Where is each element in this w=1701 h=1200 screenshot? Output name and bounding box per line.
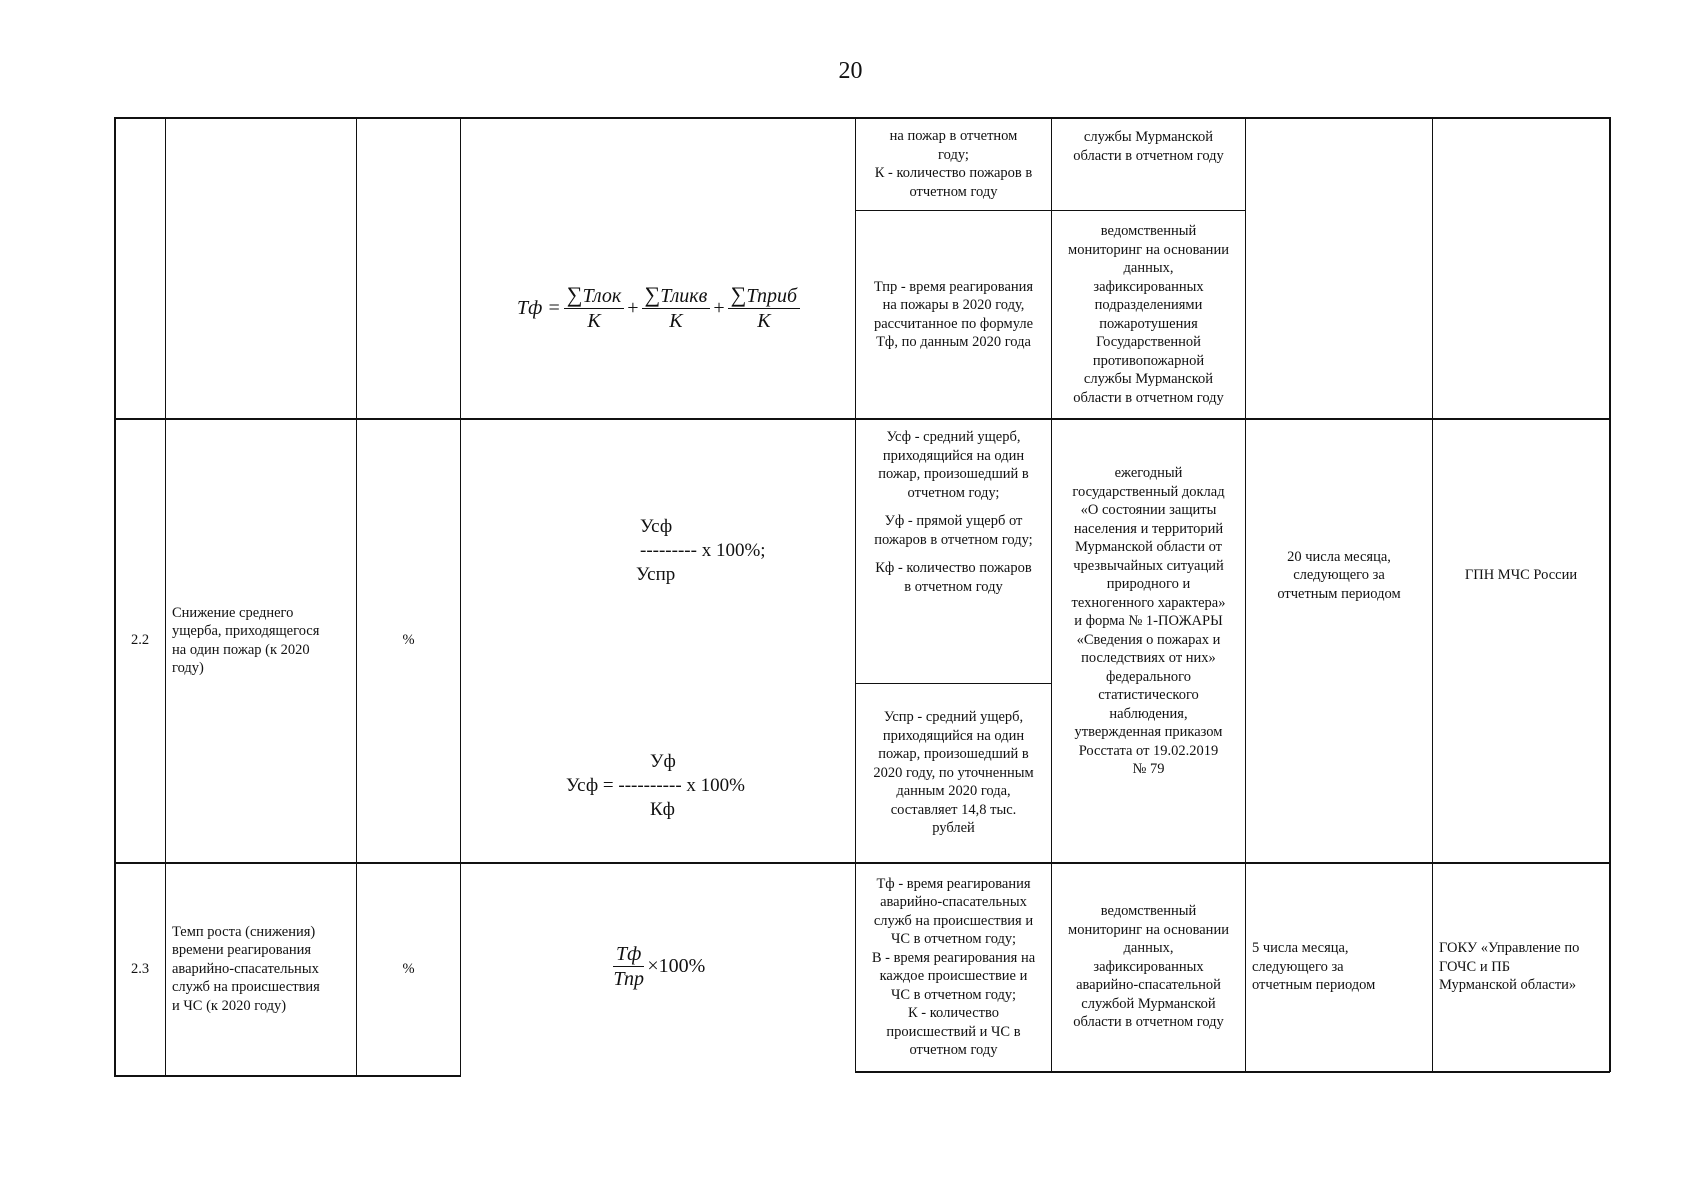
deadline-2-2	[1246, 419, 1432, 862]
method-cell-prev-b	[856, 211, 1051, 418]
text-line: ведомственный	[1100, 903, 1197, 920]
text-line: пожаротушения	[1099, 315, 1198, 332]
text-line: зафиксированных	[1093, 278, 1204, 295]
text-line: пожаров в отчетном году;	[874, 531, 1033, 548]
formula-usf-ratio	[600, 515, 780, 587]
fraction-denominator: К	[587, 310, 601, 332]
sum-symbol: ∑	[644, 282, 661, 307]
fraction-denominator: К	[669, 310, 683, 332]
unit-2-3: %	[402, 960, 415, 977]
source-cell-prev-b	[1052, 211, 1245, 418]
grid-line	[460, 117, 461, 1076]
text-line: ведомственный	[1100, 223, 1197, 239]
text-line: происшествий и ЧС в	[886, 1023, 1021, 1040]
text-line: следующего за	[1252, 958, 1344, 975]
text-line: на один пожар (к 2020	[172, 641, 310, 658]
formula-fraction	[728, 284, 800, 332]
text-line: мониторинг на основании	[1068, 921, 1229, 938]
formula-tail: ×100%	[647, 955, 706, 977]
text-line: приходящийся на один	[882, 727, 1025, 744]
text-line: Тф, по данным 2020 года	[876, 334, 1031, 350]
method-cell-2-3	[856, 863, 1051, 1071]
text-line: времени реагирования	[172, 942, 312, 959]
sum-symbol: ∑	[566, 282, 583, 307]
text-line: ущерба, приходящегося	[172, 623, 320, 639]
text-line: зафиксированных	[1093, 958, 1204, 975]
text-line: «Сведения о пожарах и	[1076, 631, 1221, 648]
text-line: Уф - прямой ущерб от	[884, 513, 1023, 529]
text-line: данных,	[1123, 940, 1174, 957]
method-cell-prev-a	[856, 118, 1051, 210]
text-line: аварийно-спасательных	[172, 960, 319, 977]
fraction-numerator: Тприб	[746, 285, 798, 307]
text-line: и ЧС (к 2020 году)	[172, 997, 287, 1014]
text-line: рублей	[932, 820, 975, 837]
text-line: данных,	[1123, 260, 1174, 276]
fraction-denominator: К	[757, 310, 771, 332]
row-number-2-3: 2.3	[130, 960, 150, 977]
text-line: службы Мурманской	[1083, 371, 1214, 387]
text-line: отчетном году;	[907, 484, 1000, 501]
text-line: служб на происшествия	[172, 979, 320, 996]
formula-tf	[470, 284, 850, 332]
formula-usf	[566, 750, 796, 822]
text-line: отчетным периодом	[1277, 585, 1401, 602]
text-line: ГПН МЧС России	[1464, 567, 1578, 584]
text-line: на пожары в 2020 году,	[882, 297, 1025, 313]
text-line: данным 2020 года,	[896, 783, 1011, 800]
formula-fraction	[613, 943, 644, 990]
text-line: чрезвычайных ситуаций	[1073, 557, 1224, 574]
text-line: федерального	[1106, 668, 1191, 685]
text-line: государственный доклад	[1072, 483, 1225, 500]
text-line: ежегодный	[1114, 465, 1183, 482]
formula-fraction	[642, 284, 711, 332]
text-line: году;	[938, 146, 969, 163]
text-line: ГОЧС и ПБ	[1439, 958, 1511, 975]
text-line: последствиях от них»	[1081, 650, 1216, 667]
text-line: № 79	[1132, 761, 1165, 778]
text-line: техногенного характера»	[1071, 594, 1226, 611]
text-line: отчетном году	[909, 183, 998, 200]
formula-fraction	[564, 284, 624, 332]
plus-sign: +	[713, 296, 725, 319]
text-line: К - количество пожаров в	[874, 165, 1033, 181]
fraction-numerator: Тф	[613, 943, 644, 967]
text-line: области в отчетном году	[1073, 389, 1224, 406]
text-line: ЧС в отчетном году;	[890, 986, 1017, 1003]
fraction-numerator: Уф	[650, 751, 676, 772]
source-cell-prev-a	[1052, 118, 1245, 210]
grid-line	[855, 1071, 1610, 1073]
text-line: Росстата от 19.02.2019	[1078, 742, 1219, 759]
text-line: пожар, произошедший в	[878, 746, 1029, 763]
formula-lhs: Тф =	[516, 296, 561, 319]
indicator-name-2-2	[166, 419, 356, 862]
indicator-name-2-3	[166, 863, 356, 1075]
responsible-2-2	[1433, 419, 1609, 862]
deadline-2-3	[1246, 863, 1432, 1071]
text-line: 20 числа месяца,	[1287, 548, 1391, 565]
fraction-denominator: Успр	[636, 564, 676, 585]
text-line: Тф - время реагирования	[876, 875, 1031, 892]
method-cell-2-2-b	[856, 684, 1051, 862]
text-line: рассчитанное по формуле	[873, 315, 1034, 332]
fraction-numerator: Тлок	[582, 285, 622, 307]
text-line: службы Мурманской	[1083, 129, 1214, 145]
page-number: 20	[838, 58, 863, 84]
text-line: подразделениями	[1094, 297, 1203, 313]
text-line: Мурманской области от	[1075, 539, 1222, 556]
fraction-bar: --------- х 100%;	[640, 540, 766, 561]
source-cell-2-2	[1052, 419, 1245, 862]
sum-symbol: ∑	[730, 282, 747, 307]
fraction-denominator: Кф	[650, 799, 675, 820]
text-line: в отчетном году	[904, 578, 1003, 595]
grid-line	[1609, 117, 1611, 1072]
text-line: аварийно-спасательных	[880, 894, 1027, 910]
plus-sign: +	[627, 296, 639, 319]
formula-lhs: Усф =	[566, 775, 614, 796]
text-line: году)	[172, 660, 204, 676]
text-line: служб на происшествия и	[873, 912, 1034, 929]
text-line: статистического	[1098, 687, 1199, 704]
text-line: области в отчетном году	[1073, 147, 1224, 164]
text-line: аварийно-спасательной	[1076, 977, 1221, 994]
fraction-numerator: Усф	[640, 516, 673, 537]
unit-2-2: %	[402, 632, 415, 649]
method-cell-2-2-a	[856, 419, 1051, 683]
text-line: на пожар в отчетном	[889, 128, 1018, 144]
text-line: каждое происшествие и	[879, 968, 1028, 984]
text-line: природного и	[1106, 576, 1191, 593]
text-line: ГОКУ «Управление по	[1439, 940, 1580, 957]
text-line: Государственной	[1096, 334, 1201, 350]
text-line: приходящийся на один	[882, 447, 1025, 464]
text-line: пожар, произошедший в	[878, 466, 1029, 482]
row-number-2-2: 2.2	[130, 632, 150, 649]
fraction-denominator: Тпр	[613, 968, 644, 990]
text-line: 2020 году, по уточненным	[873, 764, 1034, 781]
text-line: Кф - количество пожаров	[875, 560, 1032, 576]
source-cell-2-3	[1052, 863, 1245, 1071]
text-line: ЧС в отчетном году;	[890, 931, 1017, 947]
text-line: следующего за	[1293, 567, 1385, 584]
text-line: Тпр - время реагирования	[873, 278, 1034, 295]
text-line: области в отчетном году	[1073, 1014, 1224, 1031]
fraction-bar: ---------- х 100%	[618, 775, 745, 796]
text-line: К - количество	[908, 1005, 999, 1021]
responsible-2-3	[1433, 863, 1609, 1071]
text-line: Усф - средний ущерб,	[886, 429, 1021, 445]
text-line: противопожарной	[1092, 352, 1205, 369]
fraction-numerator: Тликв	[660, 285, 708, 307]
text-line: отчетным периодом	[1252, 977, 1376, 994]
text-line: отчетном году	[909, 1042, 998, 1058]
text-line: наблюдения,	[1109, 705, 1188, 722]
text-line: утвержденная приказом	[1074, 724, 1223, 741]
text-line: 5 числа месяца,	[1252, 940, 1349, 957]
text-line: мониторинг на основании	[1068, 241, 1229, 258]
text-line: населения и территорий	[1073, 520, 1224, 537]
formula-temp	[610, 943, 705, 990]
text-line: «О состоянии защиты	[1080, 502, 1217, 519]
text-line: В - время реагирования на	[871, 949, 1036, 966]
text-line: Темп роста (снижения)	[172, 923, 316, 940]
text-line: Мурманской области»	[1439, 977, 1577, 994]
text-line: и форма № 1-ПОЖАРЫ	[1074, 613, 1223, 630]
text-line: службой Мурманской	[1081, 995, 1216, 1012]
text-line: Успр - средний ущерб,	[883, 709, 1024, 726]
text-line: Снижение среднего	[172, 604, 294, 621]
text-line: составляет 14,8 тыс.	[890, 801, 1017, 818]
